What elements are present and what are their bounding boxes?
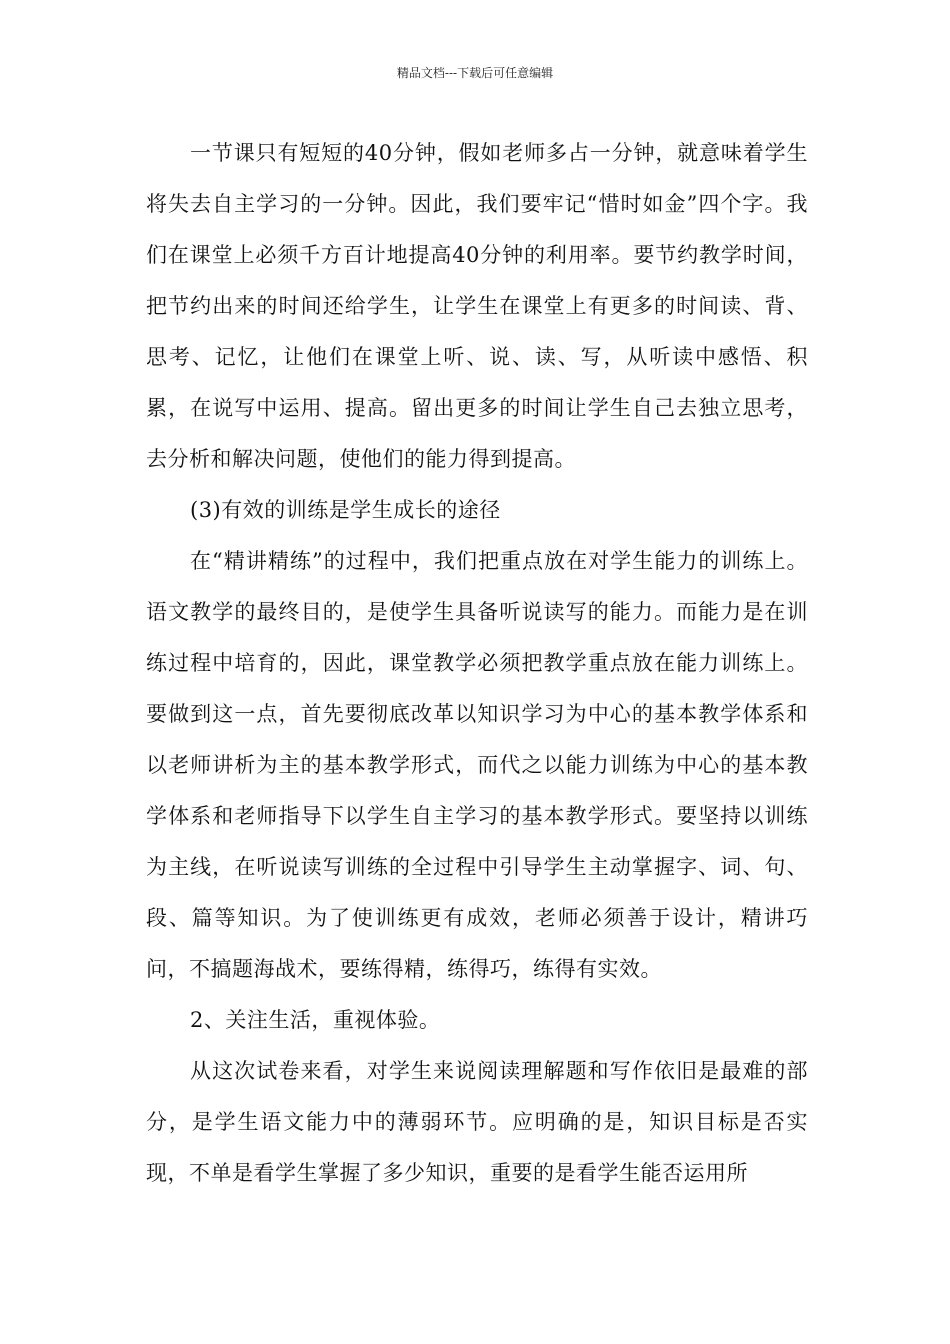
paragraph: 一节课只有短短的40分钟，假如老师多占一分钟，就意味着学生将失去自主学习的一分钟。因此，我们要牢记“惜时如金”四个字。我们在课堂上必须千方百计地提高40分钟的利用率。要节约教学时间，把节约出来的时间还给学生，让学生在课堂上有更多的时间读、背、思考、记忆，让他们在课堂上听、说、读、写，从听读中感悟、积累，在说写中运用、提高。留出更多的时间让学生自己去独立思考，去分析和解决问题，使他们的能力得到提高。 <box>146 141 808 471</box>
page-header: 精品文档---下载后可任意编辑 <box>396 66 554 80</box>
paragraph: 在“精讲精练”的过程中，我们把重点放在对学生能力的训练上。语文教学的最终目的，是使学生具备听说读写的能力。而能力是在训练过程中培育的，因此，课堂教学必须把教学重点放在能力训练上。要做到这一点，首先要彻底改革以知识学习为中心的基本教学体系和以老师讲析为主的基本教学形式，而代之以能力训练为中心的基本教学体系和老师指导下以学生自主学习的基本教学形式。要坚持以训练为主线，在听说读写训练的全过程中引导学生主动掌握字、词、句、段、篇等知识。为了使训练更有成效，老师必须善于设计，精讲巧问，不搞题海战术，要练得精，练得巧，练得有实效。 <box>146 549 808 981</box>
section-heading: (3)有效的训练是学生成长的途径 <box>190 498 501 522</box>
section-heading: 2、关注生活，重视体验。 <box>190 1008 441 1032</box>
document-body <box>146 128 808 1199</box>
paragraph: 从这次试卷来看，对学生来说阅读理解题和写作依旧是最难的部分，是学生语文能力中的薄弱环节。应明确的是，知识目标是否实现，不单是看学生掌握了多少知识，重要的是看学生能否运用所 <box>146 1059 808 1185</box>
